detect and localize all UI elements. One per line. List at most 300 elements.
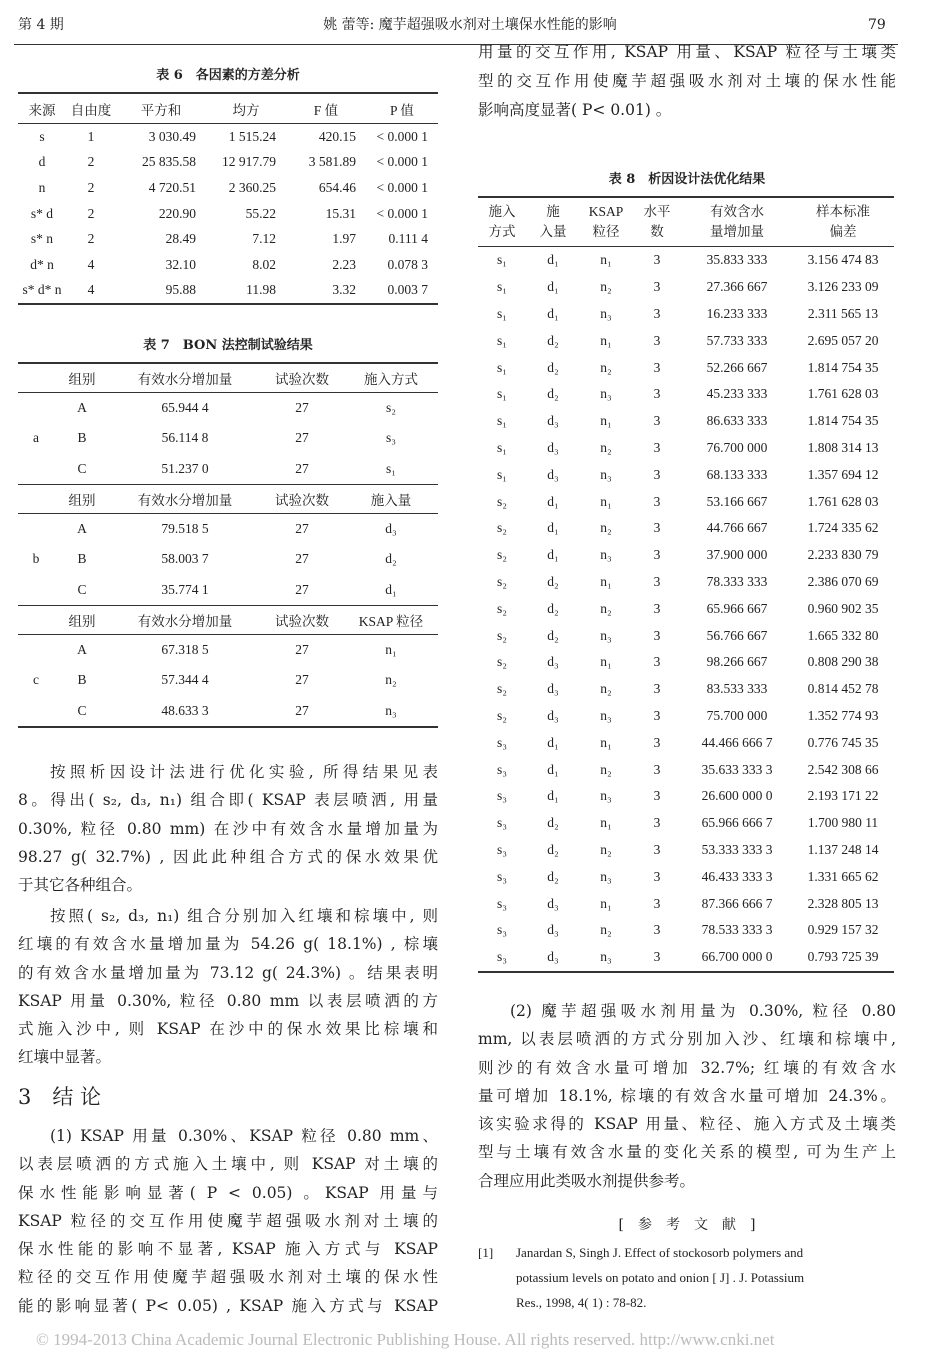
column-header: 平方和 <box>140 102 182 118</box>
table-cell: 3 030.49 <box>148 128 196 144</box>
table-cell: s₃ <box>497 761 507 777</box>
table-cell: n₂ <box>600 761 612 777</box>
table-row <box>478 863 894 890</box>
table-cell: d₂ <box>547 359 559 375</box>
table-cell: 0.776 745 35 <box>807 734 879 750</box>
table-cell: d <box>38 154 46 170</box>
table-row <box>478 542 894 569</box>
table-cell: s₂ <box>497 600 507 616</box>
table-row <box>18 201 438 227</box>
column-header: 试验次数 <box>275 492 329 508</box>
table-cell: 0.111 4 <box>388 231 428 247</box>
table-cell: 11.98 <box>246 282 276 298</box>
table-cell: n₂ <box>600 359 612 375</box>
table-cell: n₂ <box>600 841 612 857</box>
text-line: 保水性能的影响不显著, KSAP 施入方式与 KSAP <box>18 1240 438 1259</box>
text-line: 用量的交互作用, KSAP 用量、KSAP 粒径与土壤类 <box>478 43 896 61</box>
text-line: 按照( s₂, d₃, n₁) 组合分别加入红壤和棕壤中, 则 <box>50 907 438 925</box>
table-cell: 76.700 000 <box>706 439 768 455</box>
column-header: 试验次数 <box>275 613 329 629</box>
table-cell: 3 <box>653 654 661 670</box>
column-header <box>478 197 526 247</box>
table-cell: d₃ <box>547 439 559 455</box>
text-line: mm, 以表层喷洒的方式分别加入沙、红壤和棕壤中, <box>478 1030 896 1049</box>
table-cell: d₁ <box>547 279 559 295</box>
table-cell: 3 <box>653 922 661 938</box>
table-cell: 37.900 000 <box>706 547 768 563</box>
table-row <box>478 461 894 488</box>
table-cell: 27 <box>295 400 309 416</box>
page-number: 79 <box>868 17 886 33</box>
table-row <box>18 574 438 605</box>
table-row <box>18 124 438 150</box>
table-row <box>478 488 894 515</box>
paragraph-interaction <box>478 38 896 125</box>
table-cell: s₂ <box>497 493 507 509</box>
table-cell: 0.793 725 39 <box>807 949 879 965</box>
table-row <box>478 810 894 837</box>
table-cell: d* n <box>30 256 54 272</box>
table-cell: n₃ <box>600 707 612 723</box>
table-cell: 4 <box>87 256 95 272</box>
column-header: P 值 <box>390 102 414 118</box>
table-cell: d₂ <box>547 841 559 857</box>
table-cell: d₃ <box>547 707 559 723</box>
text-line: KSAP 粒径的交互作用使魔芋超强吸水剂对土壤的 <box>18 1211 438 1230</box>
table-cell: s₃ <box>497 734 507 750</box>
table-cell: 2.386 070 69 <box>807 573 879 589</box>
table-cell: A <box>77 521 87 537</box>
table-cell: s₁ <box>497 305 507 321</box>
table-cell: d₃ <box>547 466 559 482</box>
reference-number: [1] <box>478 1245 494 1260</box>
table-cell: 3 <box>653 681 661 697</box>
column-header-line: 数 <box>650 224 664 239</box>
text-line: 该实验求得的 KSAP 用量、粒径、施入方式及土壤类 <box>478 1115 896 1134</box>
table-cell: 3 <box>653 466 661 482</box>
text-line: 按照析因设计法进行优化实验, 所得结果见表 <box>50 763 438 781</box>
table-cell: 3 <box>653 815 661 831</box>
table-cell: 1.352 774 93 <box>807 707 879 723</box>
table-cell: 3 <box>653 949 661 965</box>
table-row <box>18 393 438 424</box>
table-cell: n₁ <box>600 573 612 589</box>
table-cell: n₁ <box>600 252 612 268</box>
table-cell: 3 <box>653 868 661 884</box>
table-cell: 57.733 333 <box>706 332 768 348</box>
table-cell: n₂ <box>600 520 612 536</box>
table-cell: 15.31 <box>325 205 356 221</box>
text-line: (1) KSAP 用量 0.30%、KSAP 粒径 0.80 mm、 <box>50 1127 438 1145</box>
table-cell: 3 <box>653 413 661 429</box>
table-cell: 2.328 805 13 <box>807 895 879 911</box>
column-header-line: 施 <box>546 204 560 219</box>
table-row <box>478 944 894 972</box>
reference-item <box>478 1240 896 1315</box>
table-cell: 53.166 667 <box>706 493 768 509</box>
column-header-line: 偏差 <box>829 224 857 239</box>
text-line: 红壤的有效含水量增加量为 54.26 g( 18.1%) , 棕壤 <box>18 935 438 954</box>
table-cell: 0.808 290 38 <box>807 654 879 670</box>
table-cell: s₃ <box>497 922 507 938</box>
paragraph-soil-comparison <box>18 902 438 1072</box>
text-line: 型的交互作用使魔芋超强吸水剂对土壤的保水性能 <box>478 72 896 90</box>
table-cell: 3 <box>653 734 661 750</box>
column-header: 试验次数 <box>275 372 329 387</box>
table-cell: 0.078 3 <box>387 256 428 272</box>
table8-title: 表 8 析因设计法优化结果 <box>608 172 766 187</box>
table-cell: 52.266 667 <box>706 359 768 375</box>
column-header-line: 量增加量 <box>710 224 764 239</box>
table-cell: 2.542 308 66 <box>807 761 879 777</box>
table-cell: < 0.000 1 <box>376 128 428 144</box>
table-cell: d₃ <box>547 413 559 429</box>
text-line: 的有效含水量增加量为 73.12 g( 24.3%) 。结果表明 <box>18 963 438 982</box>
table-cell: n₁ <box>600 654 612 670</box>
table-cell: s₁ <box>497 359 507 375</box>
table-cell: 2 360.25 <box>228 179 276 195</box>
table-cell: n₂ <box>600 279 612 295</box>
table-cell: 3 <box>653 332 661 348</box>
column-header: 有效水分增加量 <box>137 372 233 387</box>
group-label: b <box>32 551 40 567</box>
table6-variance-analysis <box>18 92 438 305</box>
column-header-line: 施入 <box>488 204 516 219</box>
section-heading-conclusion: 3 结 论 <box>18 1085 102 1109</box>
table-cell: s₁ <box>497 279 507 295</box>
table-cell: d₃ <box>547 681 559 697</box>
column-header: 组别 <box>68 492 96 508</box>
table-row <box>18 513 438 544</box>
table-cell: s₂ <box>497 547 507 563</box>
text-line: 粒径的交互作用使魔芋超强吸水剂对土壤的保水性 <box>18 1268 438 1287</box>
column-header <box>792 197 894 247</box>
table-cell: s₁ <box>497 439 507 455</box>
table-cell: d₂ <box>547 627 559 643</box>
reference-text <box>516 1240 896 1315</box>
table-cell: 2 <box>87 179 95 195</box>
table-row <box>18 695 438 726</box>
table-cell: 1.761 628 03 <box>807 386 879 402</box>
table-row <box>18 544 438 574</box>
table-cell: 654.46 <box>318 179 356 195</box>
table-cell: 0.814 452 78 <box>807 681 879 697</box>
table-cell: 27 <box>295 521 309 537</box>
table-cell: 78.333 333 <box>706 573 768 589</box>
group-label: a <box>33 430 39 446</box>
column-header-line: 粒径 <box>592 224 620 239</box>
table-cell: n₁ <box>600 895 612 911</box>
table-row <box>478 917 894 944</box>
table-cell: d₂ <box>547 386 559 402</box>
table-cell: 95.88 <box>165 282 196 298</box>
text-line: 98.27 g( 32.7%) , 因此此种组合方式的保水效果优 <box>18 847 438 866</box>
table-cell: 2.23 <box>332 256 356 272</box>
column-header: 有效水分增加量 <box>137 613 233 629</box>
table-cell: 56.766 667 <box>706 627 768 643</box>
table8-factorial-results <box>478 196 894 973</box>
table-cell: 56.114 8 <box>161 430 209 446</box>
text-line: 红壤中显著。 <box>18 1048 112 1067</box>
table-cell: C <box>77 460 87 476</box>
table-row <box>18 226 438 252</box>
table-cell: d₂ <box>385 551 397 567</box>
column-header: 施入方式 <box>364 372 418 387</box>
table-cell: 1 515.24 <box>228 128 276 144</box>
table-cell: 3 <box>653 359 661 375</box>
text-line: 量可增加 18.1%, 棕壤的有效含水量可增加 24.3%。 <box>478 1086 896 1105</box>
table-cell: n₁ <box>600 815 612 831</box>
group-spacer <box>18 363 54 393</box>
table-cell: 3 <box>653 895 661 911</box>
references-heading: [ 参 考 文 献 ] <box>618 1217 756 1233</box>
table-cell: n₂ <box>600 600 612 616</box>
reference-line: Janardan S, Singh J. Effect of stockosorb polymers and <box>516 1245 804 1260</box>
table-cell: d₁ <box>547 734 559 750</box>
table-cell: 46.433 333 3 <box>701 868 773 884</box>
table-cell: s₁ <box>386 460 396 476</box>
table-cell: s₃ <box>497 949 507 965</box>
table-cell: 27.366 667 <box>706 279 768 295</box>
table-cell: 35.774 1 <box>161 581 209 597</box>
table-cell: n₁ <box>600 493 612 509</box>
paragraph-optimization <box>18 758 438 899</box>
column-header: 组别 <box>68 372 96 387</box>
table-cell: 3 <box>653 707 661 723</box>
table-cell: 78.533 333 3 <box>701 922 773 938</box>
journal-issue: 第 4 期 <box>18 17 64 33</box>
table-cell: 53.333 333 3 <box>701 841 773 857</box>
table-row <box>478 247 894 274</box>
table-row <box>478 354 894 381</box>
table-cell: d₃ <box>385 521 397 537</box>
table-cell: d₃ <box>547 895 559 911</box>
table-cell: s₁ <box>497 466 507 482</box>
table-cell: s* d <box>30 205 54 221</box>
table-cell: s₃ <box>386 430 396 446</box>
column-header: KSAP 粒径 <box>358 613 424 629</box>
table-cell: s₂ <box>497 573 507 589</box>
table-cell: 1.357 694 12 <box>807 466 879 482</box>
column-header-line: 入量 <box>539 224 567 239</box>
table-cell: d₁ <box>547 305 559 321</box>
table-cell: s <box>39 128 45 144</box>
table-cell: n₃ <box>600 386 612 402</box>
table-row <box>18 665 438 695</box>
table-cell: n₁ <box>600 413 612 429</box>
table-cell: 3 581.89 <box>308 154 356 170</box>
table-cell: 51.237 0 <box>161 460 209 476</box>
table-cell: < 0.000 1 <box>376 205 428 221</box>
table-cell: 7.12 <box>252 231 276 247</box>
table-cell: d₂ <box>547 573 559 589</box>
table-cell: 3 <box>653 547 661 563</box>
table-cell: n₂ <box>600 439 612 455</box>
group-spacer <box>18 484 54 513</box>
table-cell: B <box>77 430 87 446</box>
table-cell: s₃ <box>497 788 507 804</box>
table-cell: 87.366 666 7 <box>701 895 773 911</box>
paragraph-conclusion-1 <box>18 1122 438 1320</box>
table-cell: d₁ <box>385 581 397 597</box>
reference-line: Res., 1998, 4( 1) : 78-82. <box>516 1295 647 1310</box>
table-cell: s₂ <box>497 520 507 536</box>
table-row <box>478 622 894 649</box>
table-row <box>478 676 894 703</box>
table-cell: 0.003 7 <box>387 282 428 298</box>
table-cell: 2 <box>87 231 95 247</box>
table-row <box>478 649 894 676</box>
table-cell: 45.233 333 <box>706 386 768 402</box>
table-row <box>478 837 894 864</box>
table7-bon-results <box>18 362 438 728</box>
table-header-row <box>18 484 438 513</box>
table-cell: d₃ <box>547 654 559 670</box>
text-line: 0.30%, 粒径 0.80 mm) 在沙中有效含水量增加量为 <box>18 819 438 838</box>
table-cell: 2 <box>87 154 95 170</box>
table-cell: s₂ <box>497 681 507 697</box>
table-cell: 27 <box>295 551 309 567</box>
table-header-row <box>18 93 438 124</box>
table-cell: 65.966 666 7 <box>701 815 773 831</box>
table-row <box>478 301 894 328</box>
table-cell: 3 <box>653 493 661 509</box>
table-cell: 1.814 754 35 <box>807 359 879 375</box>
table-cell: 57.344 4 <box>161 672 209 688</box>
table-cell: 98.266 667 <box>706 654 768 670</box>
table-row <box>478 569 894 596</box>
table-cell: 1.137 248 14 <box>807 841 879 857</box>
table-cell: s₂ <box>497 707 507 723</box>
table-cell: 4 720.51 <box>148 179 196 195</box>
table-cell: 83.533 333 <box>706 681 768 697</box>
table-cell: 1.724 335 62 <box>807 520 879 536</box>
table-cell: 44.766 667 <box>706 520 768 536</box>
table-cell: 35.633 333 3 <box>701 761 773 777</box>
table-cell: d₁ <box>547 252 559 268</box>
table-cell: n₂ <box>385 672 397 688</box>
text-line: 型与土壤有效含水量的变化关系的模型, 可为生产上 <box>478 1143 896 1162</box>
table-cell: 1.331 665 62 <box>807 868 879 884</box>
table-cell: 3 <box>653 305 661 321</box>
column-header: 自由度 <box>70 102 112 118</box>
table-cell: 27 <box>295 581 309 597</box>
table-row <box>478 515 894 542</box>
table-cell: 1.808 314 13 <box>807 439 879 455</box>
column-header-line: 方式 <box>488 224 516 239</box>
table-cell: s₁ <box>497 413 507 429</box>
table-cell: s* d* n <box>22 282 62 298</box>
table-cell: d₂ <box>547 332 559 348</box>
table-cell: 3 <box>653 761 661 777</box>
table-row <box>478 435 894 462</box>
table-cell: 27 <box>295 702 309 718</box>
table-cell: 27 <box>295 430 309 446</box>
table-cell: 3 <box>653 279 661 295</box>
group-spacer <box>18 605 54 634</box>
table-cell: s* n <box>30 231 54 247</box>
table-cell: d₁ <box>547 520 559 536</box>
text-line: 以表层喷洒的方式施入土壤中, 则 KSAP 对土壤的 <box>18 1155 438 1174</box>
table-cell: 1.700 980 11 <box>807 815 879 831</box>
table-header-row <box>478 197 894 247</box>
table-row <box>18 278 438 305</box>
table-cell: n₁ <box>600 332 612 348</box>
table-cell: s₁ <box>497 386 507 402</box>
table-cell: 27 <box>295 460 309 476</box>
table-cell: 28.49 <box>165 231 196 247</box>
table-cell: n₂ <box>600 922 612 938</box>
table-cell: n₂ <box>600 681 612 697</box>
table-row <box>478 890 894 917</box>
table-cell: d₂ <box>547 815 559 831</box>
table-cell: s₂ <box>497 627 507 643</box>
column-header-line: 水平 <box>643 204 671 219</box>
table-cell: s₃ <box>497 895 507 911</box>
table-cell: s₃ <box>497 815 507 831</box>
column-header: 来源 <box>28 102 56 118</box>
table-row <box>478 408 894 435</box>
table-cell: d₃ <box>547 922 559 938</box>
table-cell: 3.156 474 83 <box>807 252 879 268</box>
table-cell: 3 <box>653 841 661 857</box>
table-cell: d₁ <box>547 547 559 563</box>
table-cell: n₃ <box>600 788 612 804</box>
table-cell: 2.193 171 22 <box>807 788 879 804</box>
table-cell: 65.966 667 <box>706 600 768 616</box>
table-row <box>18 634 438 665</box>
table-cell: n₁ <box>600 734 612 750</box>
table-row <box>478 327 894 354</box>
table-cell: A <box>77 641 87 657</box>
table-cell: s₁ <box>497 252 507 268</box>
table-cell: 3 <box>653 520 661 536</box>
table-cell: n₁ <box>385 641 397 657</box>
table-cell: C <box>77 581 87 597</box>
table-cell: 1.814 754 35 <box>807 413 879 429</box>
table-row <box>478 729 894 756</box>
text-line: 合理应用此类吸水剂提供参考。 <box>478 1171 696 1190</box>
table-row <box>478 274 894 301</box>
table-row <box>478 381 894 408</box>
table-cell: 86.633 333 <box>706 413 768 429</box>
text-line: 影响高度显著( P< 0.01) 。 <box>478 101 672 119</box>
table-cell: 16.233 333 <box>706 305 768 321</box>
table-cell: d₁ <box>547 788 559 804</box>
table-cell: 3.32 <box>332 282 356 298</box>
table-cell: 67.318 5 <box>161 641 209 657</box>
table-cell: 0.929 157 32 <box>807 922 879 938</box>
table-cell: 3 <box>653 788 661 804</box>
table-cell: 55.22 <box>245 205 276 221</box>
table-cell: s₃ <box>497 868 507 884</box>
table-cell: 68.133 333 <box>706 466 768 482</box>
table6-title: 表 6 各因素的方差分析 <box>156 68 300 83</box>
table-cell: 4 <box>87 282 95 298</box>
text-line: KSAP 用量 0.30%, 粒径 0.80 mm 以表层喷洒的方 <box>18 991 438 1010</box>
reference-list <box>478 1240 896 1315</box>
table-cell: d₂ <box>547 600 559 616</box>
table-cell: 2.695 057 20 <box>807 332 879 348</box>
table-cell: 3 <box>653 386 661 402</box>
table-cell: 35.833 333 <box>706 252 768 268</box>
table-cell: d₂ <box>547 868 559 884</box>
column-header: 施入量 <box>370 492 412 508</box>
column-header-line: 样本标准 <box>816 204 870 219</box>
table-cell: n₃ <box>600 868 612 884</box>
table-cell: 66.700 000 0 <box>701 949 773 965</box>
table-cell: 3 <box>653 627 661 643</box>
